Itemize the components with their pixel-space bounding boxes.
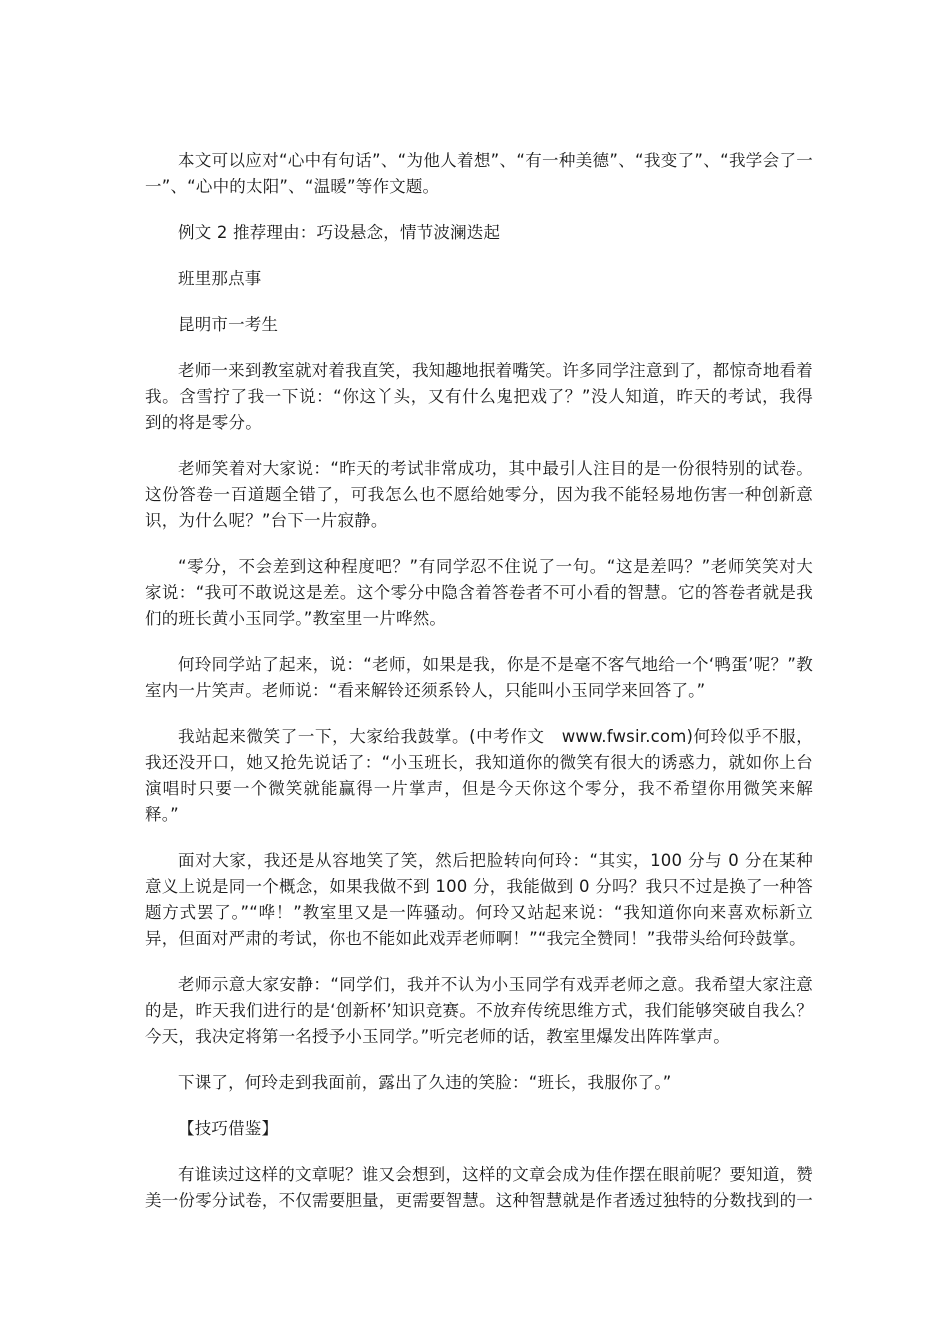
essay-author: 昆明市一考生 <box>178 315 279 334</box>
paragraph-body-4: 何玲同学站了起来，说：“老师，如果是我，你是不是毫不客气地给一个‘鸭蛋’呢？”教室内一片笑声。老师说：“看来解铃还须系铃人，只能叫小玉同学来回答了。” <box>145 655 813 700</box>
document-page <box>145 148 813 1234</box>
paragraph-body-7: 老师示意大家安静：“同学们，我并不认为小玉同学有戏弄老师之意。我希望大家注意的是，昨天我们进行的是‘创新杯’知识竞赛。不放弃传统思维方式，我们能够突破自我么？今天，我决定将第一名授予小玉同学。”听完老师的话，教室里爆发出阵阵掌声。 <box>145 975 813 1046</box>
section-heading-techniques: 【技巧借鉴】 <box>178 1119 279 1138</box>
paragraph-recommendation: 例文 2 推荐理由：巧设悬念，情节波澜迭起 <box>178 223 501 242</box>
paragraph-body-1: 老师一来到教室就对着我直笑，我知趣地抿着嘴笑。许多同学注意到了，都惊奇地看着我。含雪拧了我一下说：“你这丫头，又有什么鬼把戏了？”没人知道，昨天的考试，我得到的将是零分。 <box>145 361 813 432</box>
paragraph-intro: 本文可以应对“心中有句话”、“为他人着想”、“有一种美德”、“我变了”、“我学会了一一”、“心中的太阳”、“温暖”等作文题。 <box>145 151 813 196</box>
essay-title: 班里那点事 <box>178 269 262 288</box>
paragraph-analysis: 有谁读过这样的文章呢？谁又会想到，这样的文章会成为佳作摆在眼前呢？要知道，赞美一份零分试卷，不仅需要胆量，更需要智慧。这种智慧就是作者透过独特的分数找到的一 <box>145 1165 813 1210</box>
paragraph-body-2: 老师笑着对大家说：“昨天的考试非常成功，其中最引人注目的是一份很特别的试卷。这份答卷一百道题全错了，可我怎么也不愿给她零分，因为我不能轻易地伤害一种创新意识，为什么呢？”台下一片寂静。 <box>145 459 813 530</box>
paragraph-body-6: 面对大家，我还是从容地笑了笑，然后把脸转向何玲：“其实，100 分与 0 分在某种意义上说是同一个概念，如果我做不到 100 分，我能做到 0 分吗？我只不过是换了一种答题方式罢了。”“哗！”教室里又是一阵骚动。何玲又站起来说：“我知道你向来喜欢标新立异，但面对严肃的考试，你也不能如此戏弄老师啊！”“我完全赞同！”我带头给何玲鼓掌。 <box>145 851 813 948</box>
paragraph-body-8: 下课了，何玲走到我面前，露出了久违的笑脸：“班长，我服你了。” <box>178 1073 672 1092</box>
paragraph-body-3: “零分，不会差到这种程度吧？”有同学忍不住说了一句。“这是差吗？”老师笑笑对大家说：“我可不敢说这是差。这个零分中隐含着答卷者不可小看的智慧。它的答卷者就是我们的班长黄小玉同学。”教室里一片哗然。 <box>145 557 813 628</box>
paragraph-body-5: 我站起来微笑了一下，大家给我鼓掌。(中考作文 www.fwsir.com)何玲似乎不服，我还没开口，她又抢先说话了：“小玉班长，我知道你的微笑有很大的诱惑力，就如你上台演唱时只要一个微笑就能赢得一片掌声，但是今天你这个零分，我不希望你用微笑来解释。” <box>145 727 813 824</box>
